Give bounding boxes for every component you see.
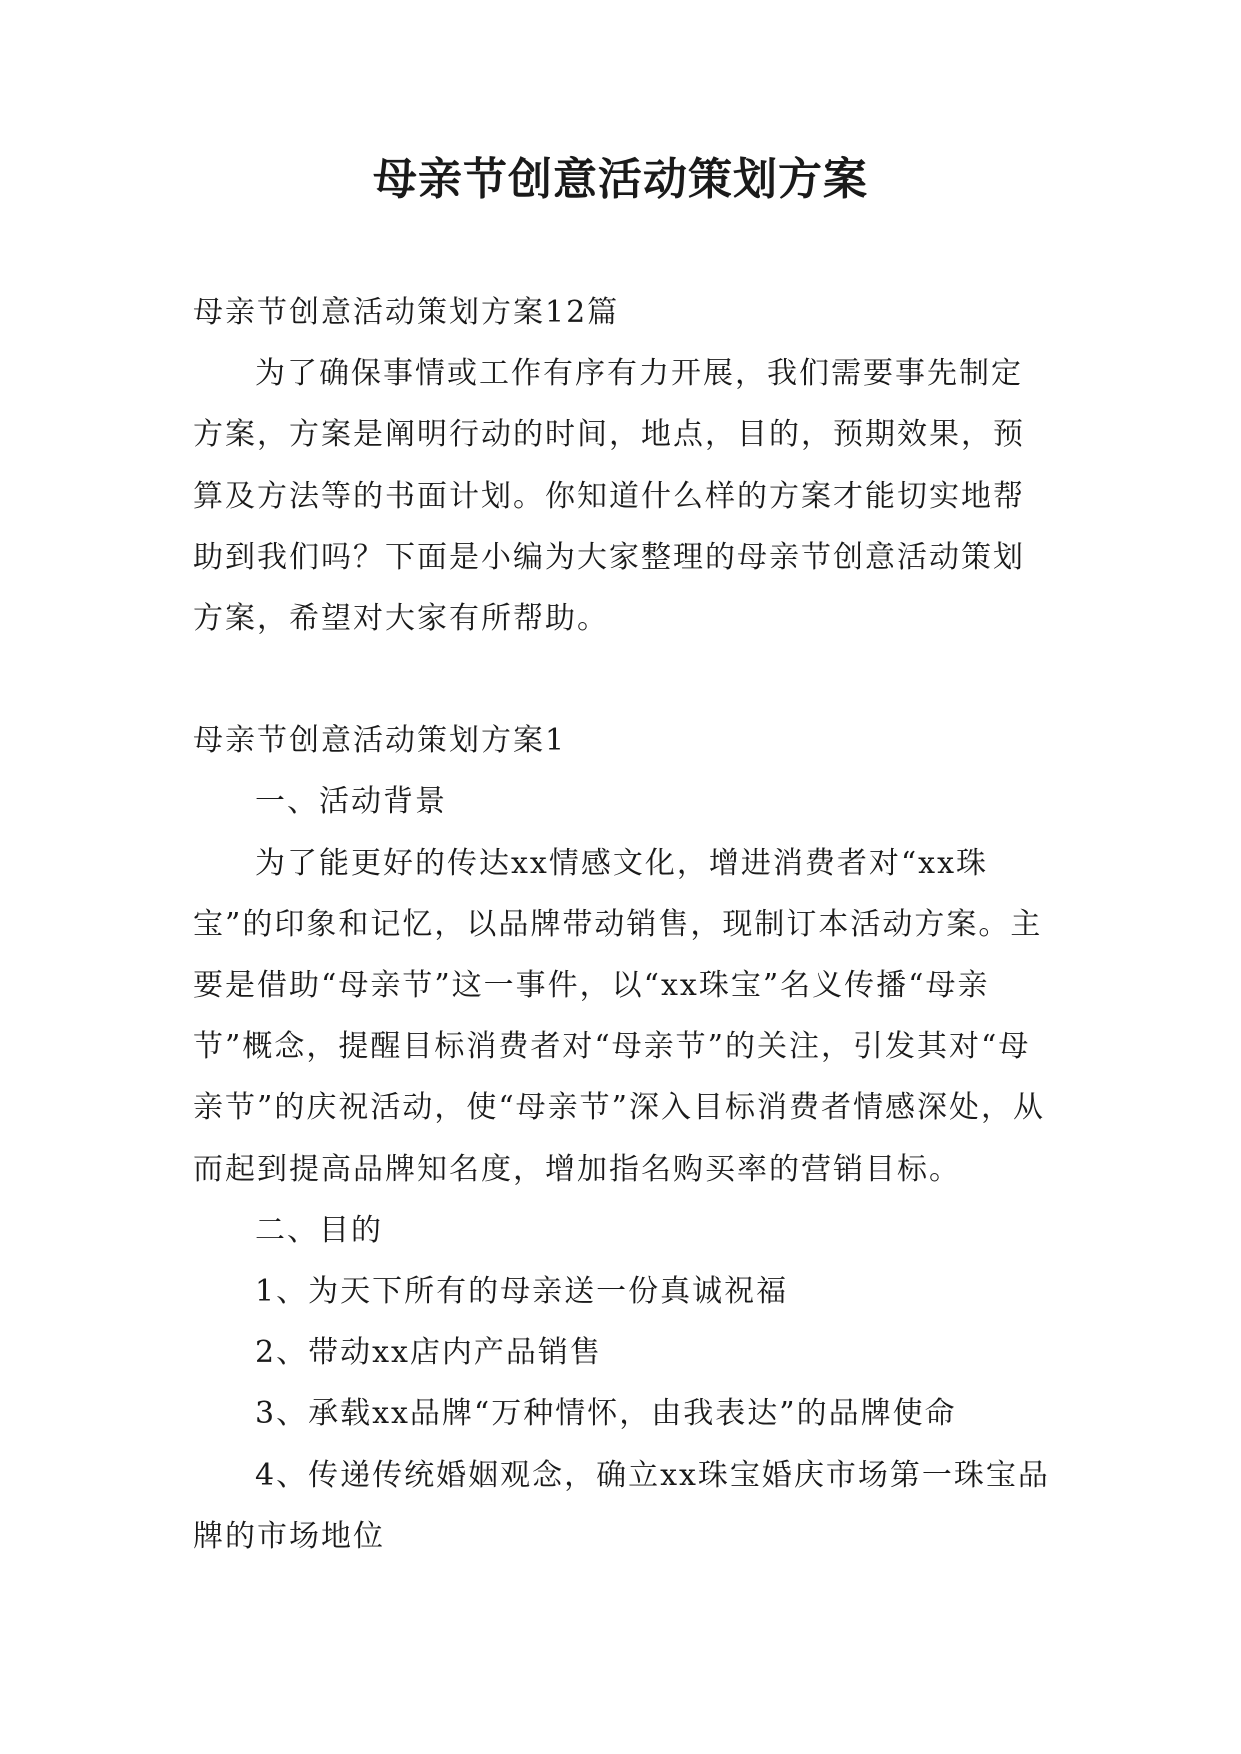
background-heading: 一、活动背景 — [255, 784, 447, 820]
document-title: 母亲节创意活动策划方案 — [373, 154, 868, 205]
background-paragraph: 为了能更好的传达xx情感文化，增进消费者对“xx珠宝”的印象和记忆，以品牌带动销售，现制订本活动方案。主要是借助“母亲节”这一事件，以“xx珠宝”名义传播“母亲节”概念，提醒目标消费者对“母亲节”的关注，引发其对“母亲节”的庆祝活动，使“母亲节”深入目标消费者情感深处，从而起到提高品牌知名度，增加指名购买率的营销目标。 — [193, 845, 1046, 1187]
document-body — [193, 282, 1053, 1567]
purpose-item: 2、带动xx店内产品销售 — [255, 1335, 602, 1371]
subtitle: 母亲节创意活动策划方案12篇 — [193, 295, 620, 330]
spacer — [193, 649, 1053, 710]
intro-paragraph: 为了确保事情或工作有序有力开展，我们需要事先制定方案，方案是阐明行动的时间，地点，目的，预期效果，预算及方法等的书面计划。你知道什么样的方案才能切实地帮助到我们吗？下面是小编为大家整理的母亲节创意活动策划方案，希望对大家有所帮助。 — [193, 356, 1025, 637]
purpose-item: 4、传递传统婚姻观念，确立xx珠宝婚庆市场第一珠宝品牌的市场地位 — [193, 1457, 1050, 1554]
purpose-item: 1、为天下所有的母亲送一份真诚祝福 — [255, 1274, 789, 1310]
purpose-item: 3、承载xx品牌“万种情怀，由我表达”的品牌使命 — [255, 1396, 957, 1432]
section-heading: 母亲节创意活动策划方案1 — [193, 723, 567, 759]
purpose-heading: 二、目的 — [255, 1212, 383, 1248]
